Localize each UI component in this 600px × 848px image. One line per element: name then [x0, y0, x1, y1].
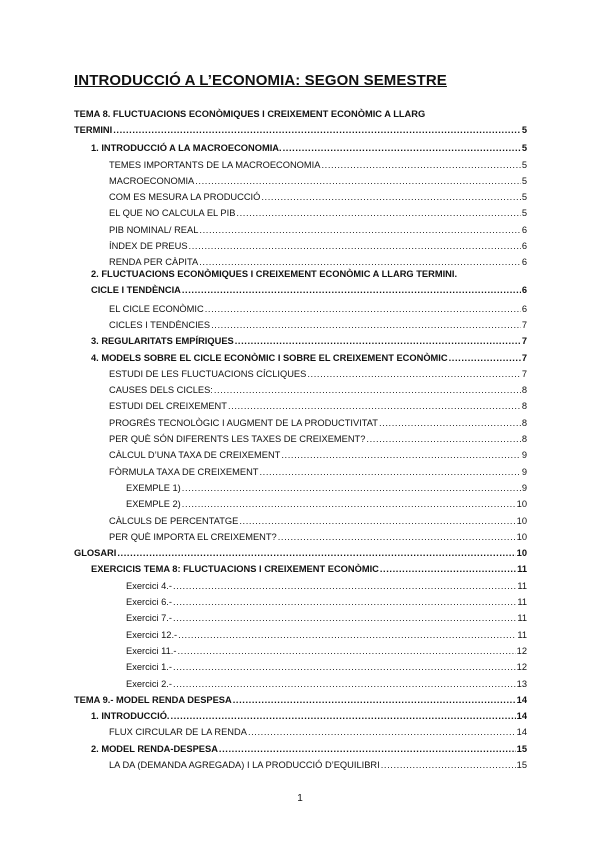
- toc-page-number: 5: [521, 208, 527, 219]
- toc-entry-label: EL CICLE ECONÒMIC: [109, 303, 204, 314]
- toc-entry[interactable]: [0, 203, 600, 219]
- toc-page-number: 7: [521, 368, 527, 379]
- toc-entry[interactable]: [0, 657, 600, 673]
- dot-leader: [195, 175, 521, 187]
- toc-page-number: 6: [521, 285, 527, 296]
- toc-page-number: 9: [521, 450, 527, 461]
- dot-leader: [177, 645, 515, 657]
- dot-leader: [178, 629, 516, 641]
- toc-entry-label: ESTUDI DE LES FLUCTUACIONS CÍCLIQUES: [109, 368, 307, 379]
- toc-page-number: 9: [521, 466, 527, 477]
- toc-entry[interactable]: [0, 673, 600, 689]
- toc-entry[interactable]: [0, 364, 600, 380]
- toc-entry-label: 1. INTRODUCCIÓ A LA MACROECONOMIA.: [91, 143, 282, 154]
- dot-leader: [259, 466, 520, 478]
- toc-entry-label: ÍNDEX DE PREUS: [109, 241, 188, 252]
- toc-page-number: 8: [521, 401, 527, 412]
- dot-leader: [449, 352, 521, 364]
- toc-entry-label: MACROECONOMIA: [109, 175, 195, 186]
- toc-entry-label: 2. FLUCTUACIONS ECONÒMIQUES I CREIXEMENT ECONÒMIC A LLARG TERMINI.: [91, 269, 458, 280]
- toc-entry[interactable]: [0, 722, 600, 738]
- toc-entry[interactable]: [0, 138, 600, 154]
- toc-entry[interactable]: [0, 154, 600, 170]
- dot-leader: [235, 335, 521, 347]
- toc-page-number: 5: [521, 159, 527, 170]
- toc-page-number: 6: [521, 241, 527, 252]
- dot-leader: [381, 759, 516, 771]
- document-title: INTRODUCCIÓ A L’ECONOMIA: SEGON SEMESTRE: [74, 72, 447, 89]
- toc-page-number: 15: [516, 759, 527, 770]
- toc-entry[interactable]: [0, 187, 600, 203]
- toc-entry-label: Exercici 2.-: [126, 678, 172, 689]
- dot-leader: [236, 207, 520, 219]
- dot-leader: [173, 596, 516, 608]
- toc-entry[interactable]: [0, 396, 600, 412]
- toc-entry[interactable]: [0, 624, 600, 640]
- toc-page-number: 11: [517, 564, 527, 575]
- dot-leader: [278, 531, 516, 543]
- toc-page-number: 11: [517, 613, 527, 624]
- dot-leader: [233, 694, 516, 706]
- toc-page-number: 14: [516, 711, 527, 722]
- toc-entry-label: LA DA (DEMANDA AGREGADA) I LA PRODUCCIÓ D’EQUILIBRI: [109, 759, 380, 770]
- toc-entry-label: 3. REGULARITATS EMPÍRIQUES: [91, 336, 234, 347]
- toc-entry-label: EXEMPLE 1): [126, 482, 181, 493]
- toc-page-number: 5: [521, 192, 527, 203]
- toc-entry-label: PROGRÉS TECNOLÒGIC I AUGMENT DE LA PRODUCTIVITAT: [109, 417, 378, 428]
- toc-page-number: 10: [516, 499, 527, 510]
- toc-entry[interactable]: [0, 445, 600, 461]
- dot-leader: [199, 224, 520, 236]
- toc-page-number: 9: [521, 482, 527, 493]
- dot-leader: [307, 368, 520, 380]
- dot-leader: [199, 256, 521, 268]
- toc-entry[interactable]: [0, 755, 600, 771]
- toc-entry-label: CÀLCULS DE PERCENTATGE: [109, 515, 239, 526]
- dot-leader: [171, 710, 516, 722]
- toc-entry[interactable]: [0, 575, 600, 591]
- toc-entry-label: FÒRMULA TAXA DE CREIXEMENT: [109, 466, 259, 477]
- toc-page-number: 12: [516, 662, 527, 673]
- toc-entry[interactable]: [0, 108, 600, 138]
- dot-leader: [380, 563, 516, 575]
- toc-entry-label: 4. MODELS SOBRE EL CICLE ECONÒMIC I SOBRE EL CREIXEMENT ECONÒMIC: [91, 352, 448, 363]
- toc-entry[interactable]: [0, 738, 600, 754]
- toc-entry[interactable]: [0, 429, 600, 445]
- toc-entry-label: TEMES IMPORTANTS DE LA MACROECONOMIA: [109, 159, 321, 170]
- dot-leader: [283, 142, 521, 154]
- toc-entry-label: EL QUE NO CALCULA EL PIB: [109, 208, 236, 219]
- toc-entry[interactable]: [0, 315, 600, 331]
- table-of-contents: [0, 108, 600, 771]
- dot-leader: [113, 124, 521, 136]
- toc-entry-label-continued: CICLE I TENDÈNCIA: [91, 285, 181, 296]
- toc-entry-label: CAUSES DELS CICLES:: [109, 385, 213, 396]
- toc-page-number: 7: [521, 352, 527, 363]
- toc-page-number: 10: [516, 531, 527, 542]
- dot-leader: [182, 284, 521, 296]
- toc-page-number: 10: [516, 548, 527, 559]
- toc-page-number: 8: [521, 434, 527, 445]
- toc-entry-label: Exercici 12.-: [126, 629, 178, 640]
- toc-page-number: 11: [517, 629, 527, 640]
- toc-entry[interactable]: [0, 641, 600, 657]
- dot-leader: [281, 449, 520, 461]
- toc-page-number: 15: [516, 743, 527, 754]
- dot-leader: [173, 580, 516, 592]
- toc-entry-label: RENDA PER CÀPITA: [109, 257, 199, 268]
- toc-page-number: 5: [521, 175, 527, 186]
- toc-page-number: 6: [521, 224, 527, 235]
- toc-entry[interactable]: [0, 592, 600, 608]
- toc-entry[interactable]: [0, 559, 600, 575]
- toc-entry-label: TEMA 9.- MODEL RENDA DESPESA: [74, 694, 232, 705]
- toc-page-number: 13: [516, 678, 527, 689]
- dot-leader: [117, 547, 515, 559]
- dot-leader: [214, 384, 521, 396]
- dot-leader: [321, 159, 520, 171]
- toc-page-number: 6: [521, 257, 527, 268]
- toc-page-number: 14: [516, 694, 527, 705]
- toc-entry-label: CÀLCUL D’UNA TAXA DE CREIXEMENT: [109, 450, 281, 461]
- toc-entry[interactable]: [0, 268, 600, 298]
- toc-entry[interactable]: [0, 478, 600, 494]
- dot-leader: [261, 191, 520, 203]
- toc-entry[interactable]: [0, 461, 600, 477]
- toc-entry-label: COM ES MESURA LA PRODUCCIÓ: [109, 192, 261, 203]
- toc-entry[interactable]: [0, 494, 600, 510]
- dot-leader: [366, 433, 520, 445]
- dot-leader: [205, 303, 521, 315]
- dot-leader: [182, 498, 516, 510]
- toc-entry[interactable]: [0, 608, 600, 624]
- toc-entry[interactable]: [0, 412, 600, 428]
- dot-leader: [219, 743, 516, 755]
- toc-entry-label: ESTUDI DEL CREIXEMENT: [109, 401, 227, 412]
- toc-entry[interactable]: [0, 527, 600, 543]
- toc-entry-label: TEMA 8. FLUCTUACIONS ECONÒMIQUES I CREIXEMENT ECONÒMIC A LLARG: [74, 109, 426, 119]
- toc-entry-label: Exercici 6.-: [126, 597, 172, 608]
- toc-entry[interactable]: [0, 510, 600, 526]
- toc-page-number: 5: [521, 125, 527, 135]
- toc-entry-label: GLOSARI: [74, 548, 117, 559]
- toc-page-number: 12: [516, 645, 527, 656]
- toc-page-number: 11: [517, 597, 527, 608]
- dot-leader: [173, 661, 516, 673]
- dot-leader: [379, 417, 521, 429]
- page-number: 1: [297, 793, 303, 804]
- toc-page-number: 5: [521, 143, 527, 154]
- toc-entry[interactable]: [0, 236, 600, 252]
- dot-leader: [228, 400, 521, 412]
- toc-page-number: 7: [521, 319, 527, 330]
- toc-entry-label: Exercici 7.-: [126, 613, 172, 624]
- toc-entry[interactable]: [0, 219, 600, 235]
- toc-entry-label: Exercici 11.-: [126, 645, 177, 656]
- toc-page-number: 7: [521, 336, 527, 347]
- toc-entry-label: 1. INTRODUCCIÓ.: [91, 711, 170, 722]
- dot-leader: [248, 726, 516, 738]
- toc-entry-label: PER QUÈ SÓN DIFERENTS LES TAXES DE CREIXEMENT?: [109, 434, 366, 445]
- dot-leader: [239, 515, 515, 527]
- toc-page-number: 11: [517, 580, 527, 591]
- toc-entry-label: CICLES I TENDÈNCIES: [109, 319, 211, 330]
- toc-entry[interactable]: [0, 543, 600, 559]
- toc-page-number: 6: [521, 303, 527, 314]
- dot-leader: [189, 240, 521, 252]
- toc-entry-label: PER QUÈ IMPORTA EL CREIXEMENT?: [109, 531, 277, 542]
- toc-entry[interactable]: [0, 298, 600, 314]
- dot-leader: [173, 612, 516, 624]
- toc-entry-label: EXEMPLE 2): [126, 499, 181, 510]
- toc-page-number: 10: [516, 515, 527, 526]
- toc-page-number: 8: [521, 385, 527, 396]
- toc-entry-label: FLUX CIRCULAR DE LA RENDA: [109, 727, 247, 738]
- toc-entry[interactable]: [0, 331, 600, 347]
- toc-entry[interactable]: [0, 171, 600, 187]
- dot-leader: [173, 678, 516, 690]
- toc-page-number: 8: [521, 417, 527, 428]
- toc-entry-label: PIB NOMINAL/ REAL: [109, 224, 199, 235]
- toc-entry-label: Exercici 4.-: [126, 580, 172, 591]
- dot-leader: [182, 482, 521, 494]
- toc-entry-label: 2. MODEL RENDA-DESPESA: [91, 743, 218, 754]
- toc-entry[interactable]: [0, 706, 600, 722]
- toc-entry-label: Exercici 1.-: [126, 662, 172, 673]
- toc-entry[interactable]: [0, 347, 600, 363]
- toc-entry[interactable]: [0, 252, 600, 268]
- toc-entry-label: EXERCICIS TEMA 8: FLUCTUACIONS I CREIXEMENT ECONÒMIC: [91, 564, 379, 575]
- dot-leader: [211, 319, 521, 331]
- toc-entry-label-continued: TERMINI: [74, 125, 113, 135]
- toc-entry[interactable]: [0, 690, 600, 706]
- toc-entry[interactable]: [0, 380, 600, 396]
- toc-page-number: 14: [516, 727, 527, 738]
